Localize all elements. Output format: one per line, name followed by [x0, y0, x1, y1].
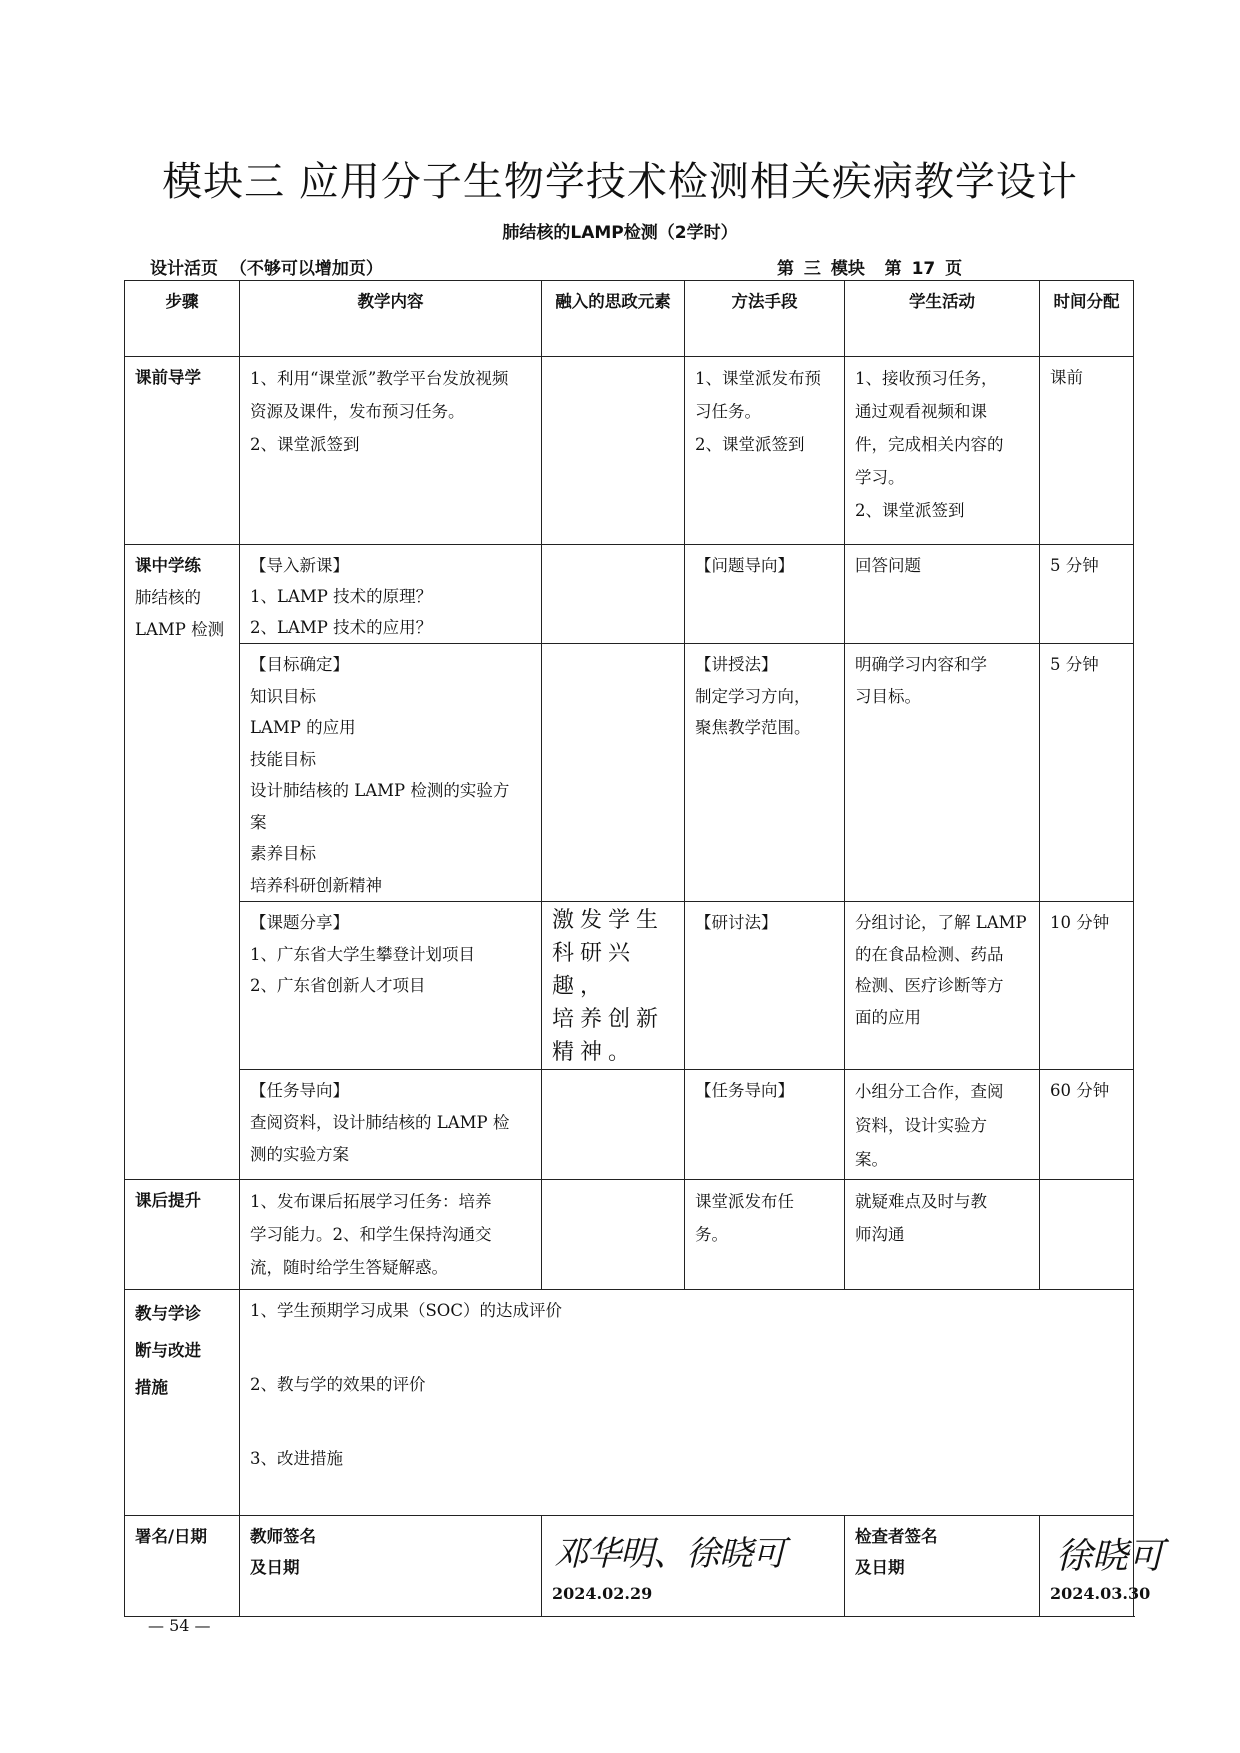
teacher-sign-date: 2024.02.29	[552, 1584, 653, 1603]
mid-task-ideology	[542, 1070, 685, 1180]
pre-content: 1、利用“课堂派”教学平台发放视频 资源及课件，发布预习任务。 2、课堂派签到	[240, 357, 542, 545]
step-pre-class: 课前导学	[125, 357, 240, 545]
header-ideology: 融入的思政元素	[542, 281, 685, 357]
step-evaluation: 教与学诊 断与改进 措施	[125, 1290, 240, 1516]
row-mid-goals	[125, 644, 1134, 902]
mid-share-time: 10 分钟	[1040, 902, 1134, 1070]
svg-text:邓华明、徐晓可: 邓华明、徐晓可	[554, 1534, 785, 1574]
row-evaluation	[125, 1290, 1134, 1516]
mid-task-method: 【任务导向】	[685, 1070, 845, 1180]
mid-share-activity: 分组讨论，了解 LAMP 的在食品检测、药品 检测、医疗诊断等方 面的应用	[845, 902, 1040, 1070]
checker-sign-label: 检查者签名 及日期	[845, 1516, 1040, 1617]
checker-signature-cell	[1040, 1516, 1165, 1617]
step-mid-class: 课中学练 肺结核的 LAMP 检测	[125, 545, 240, 1180]
mid-intro-activity: 回答问题	[845, 545, 1040, 644]
document-title: 模块三 应用分子生物学技术检测相关疾病教学设计	[162, 159, 1078, 205]
header-content: 教学内容	[240, 281, 542, 357]
module-page-label: 第 三 模块 第 17 页	[777, 259, 963, 279]
page-number: — 54 —	[148, 1616, 211, 1635]
teacher-signature	[546, 1520, 836, 1580]
mid-intro-content: 【导入新课】 1、LAMP 技术的原理？ 2、LAMP 技术的应用？	[240, 545, 542, 644]
header-method: 方法手段	[685, 281, 845, 357]
mid-goals-time: 5 分钟	[1040, 644, 1134, 902]
mid-goals-method: 【讲授法】 制定学习方向， 聚焦教学范围。	[685, 644, 845, 902]
mid-intro-ideology	[542, 545, 685, 644]
mid-goals-ideology	[542, 644, 685, 902]
header-time: 时间分配	[1040, 281, 1134, 357]
post-time	[1040, 1180, 1134, 1290]
mid-share-ideology: 激发学生 科研兴趣， 培养创新 精神。	[542, 902, 685, 1070]
checker-signature	[1044, 1520, 1240, 1580]
header-row	[125, 281, 1134, 357]
row-mid-task	[125, 1070, 1134, 1180]
pre-method: 1、课堂派发布预 习任务。 2、课堂派签到	[685, 357, 845, 545]
post-content: 1、发布课后拓展学习任务：培养 学习能力。2、和学生保持沟通交 流，随时给学生答疑解惑。	[240, 1180, 542, 1290]
step-post-class: 课后提升	[125, 1180, 240, 1290]
mid-goals-activity: 明确学习内容和学 习目标。	[845, 644, 1040, 902]
header-activity: 学生活动	[845, 281, 1040, 357]
lesson-plan-table	[124, 280, 1165, 1617]
mid-goals-content: 【目标确定】 知识目标 LAMP 的应用 技能目标 设计肺结核的 LAMP 检测的实验方 案 素养目标 培养科研创新精神	[240, 644, 542, 902]
teacher-signature-cell	[542, 1516, 845, 1617]
row-signature	[125, 1516, 1134, 1617]
mid-task-content: 【任务导向】 查阅资料，设计肺结核的 LAMP 检 测的实验方案	[240, 1070, 542, 1180]
pre-ideology	[542, 357, 685, 545]
mid-task-time: 60 分钟	[1040, 1070, 1134, 1180]
checker-sign-date: 2024.03.30	[1050, 1584, 1151, 1603]
design-sheet-label: 设计活页 （不够可以增加页）	[150, 259, 383, 279]
mid-task-activity: 小组分工合作，查阅 资料，设计实验方 案。	[845, 1070, 1040, 1180]
document-subtitle: 肺结核的LAMP检测（2学时）	[502, 223, 738, 243]
row-mid-intro	[125, 545, 1134, 644]
post-method: 课堂派发布任 务。	[685, 1180, 845, 1290]
pre-activity: 1、接收预习任务， 通过观看视频和课 件，完成相关内容的 学习。 2、课堂派签到	[845, 357, 1040, 545]
pre-time: 课前	[1040, 357, 1134, 545]
post-activity: 就疑难点及时与教 师沟通	[845, 1180, 1040, 1290]
post-ideology	[542, 1180, 685, 1290]
svg-text:徐晓可: 徐晓可	[1056, 1536, 1165, 1577]
mid-share-content: 【课题分享】 1、广东省大学生攀登计划项目 2、广东省创新人才项目	[240, 902, 542, 1070]
row-pre-class	[125, 357, 1134, 545]
step-signature: 署名/日期	[125, 1516, 240, 1617]
mid-intro-method: 【问题导向】	[685, 545, 845, 644]
mid-share-method: 【研讨法】	[685, 902, 845, 1070]
row-mid-share	[125, 902, 1134, 1070]
evaluation-content: 1、学生预期学习成果（SOC）的达成评价 2、教与学的效果的评价 3、改进措施	[240, 1290, 1134, 1516]
row-post-class	[125, 1180, 1134, 1290]
teacher-sign-label: 教师签名 及日期	[240, 1516, 542, 1617]
header-step: 步骤	[125, 281, 240, 357]
mid-intro-time: 5 分钟	[1040, 545, 1134, 644]
